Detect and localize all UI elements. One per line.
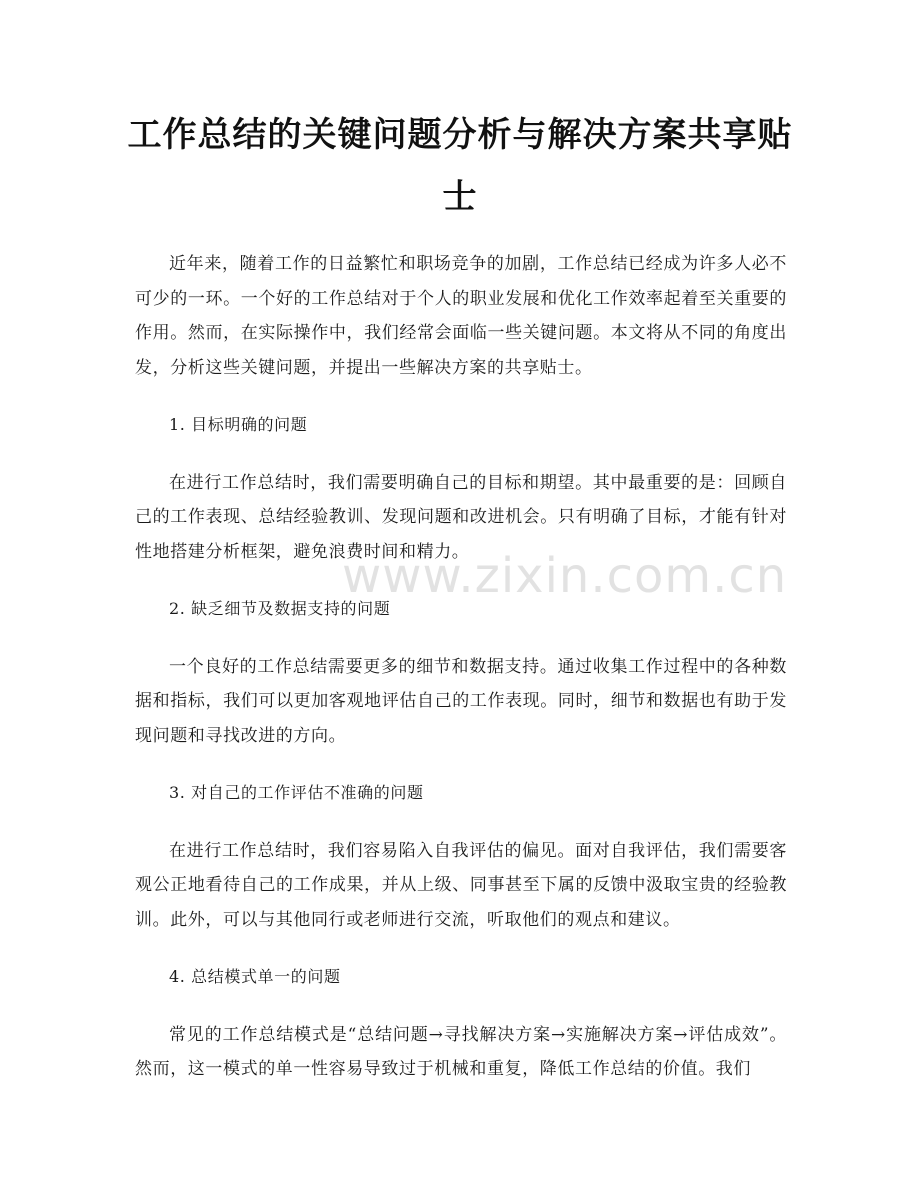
section-paragraph-3: 在进行工作总结时，我们容易陷入自我评估的偏见。面对自我评估，我们需要客观公正地看待自己的工作成果，并从上级、同事甚至下属的反馈中汲取宝贵的经验教训。此外，可以与其他同行或老师进行交流，听取他们的观点和建议。 (135, 840, 787, 930)
watermark: www.zixin.com.cn (342, 548, 788, 604)
section-heading-3: 3. 对自己的工作评估不准确的问题 (169, 783, 424, 802)
intro-paragraph: 近年来，随着工作的日益繁忙和职场竞争的加剧，工作总结已经成为许多人必不可少的一环。一个好的工作总结对于个人的职业发展和优化工作效率起着至关重要的作用。然而，在实际操作中，我们经常会面临一些关键问题。本文将从不同的角度出发，分析这些关键问题，并提出一些解决方案的共享贴士。 (135, 254, 787, 378)
section-heading-4: 4. 总结模式单一的问题 (169, 967, 341, 986)
section-heading-1: 1. 目标明确的问题 (169, 415, 308, 434)
document-title: 工作总结的关键问题分析与解决方案共享贴士 (127, 115, 793, 217)
section-paragraph-2: 一个良好的工作总结需要更多的细节和数据支持。通过收集工作过程中的各种数据和指标，我们可以更加客观地评估自己的工作表现。同时，细节和数据也有助于发现问题和寻找改进的方向。 (135, 656, 787, 746)
section-paragraph-4: 常见的工作总结模式是“总结问题→寻找解决方案→实施解决方案→评估成效”。然而，这一模式的单一性容易导致过于机械和重复，降低工作总结的价值。我们 (135, 1024, 787, 1079)
document-body (135, 247, 787, 1110)
section-paragraph-1: 在进行工作总结时，我们需要明确自己的目标和期望。其中最重要的是：回顾自己的工作表现、总结经验教训、发现问题和改进机会。只有明确了目标，才能有针对性地搭建分析框架，避免浪费时间和精力。 (135, 472, 787, 562)
section-heading-2: 2. 缺乏细节及数据支持的问题 (169, 599, 391, 618)
